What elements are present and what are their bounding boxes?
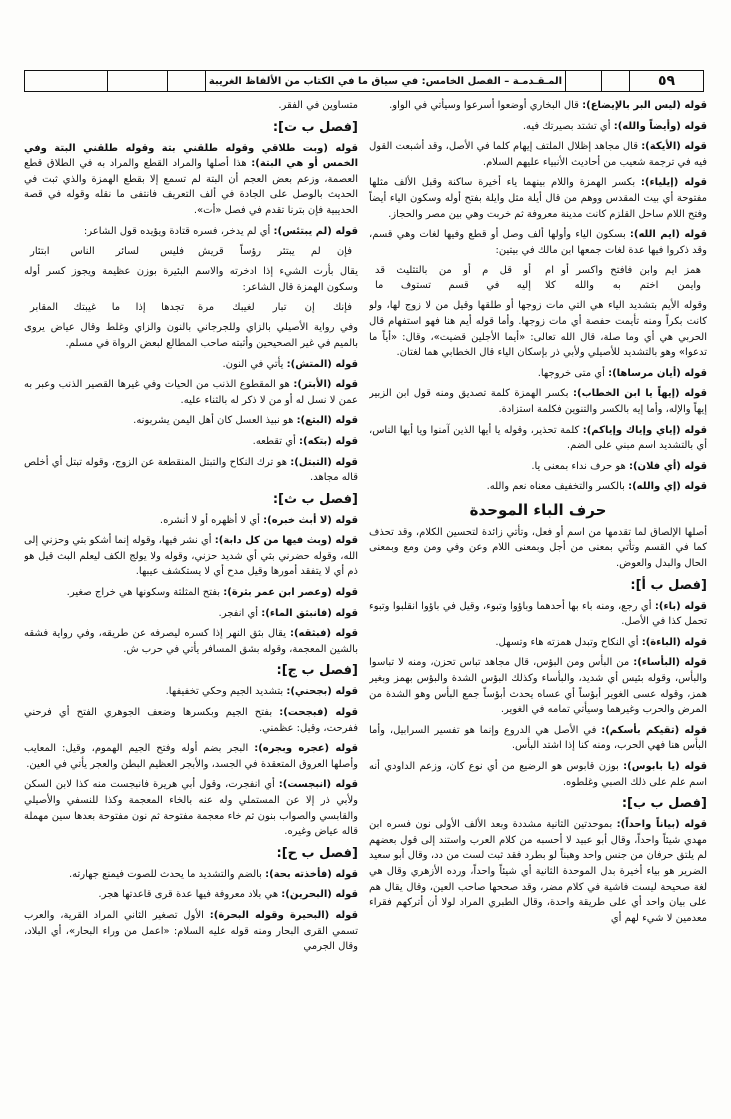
page-number: ٥٩ xyxy=(629,71,703,91)
headword: قوله (البحيرة وقوله البحرة): xyxy=(209,909,358,921)
entry-text: بموحدتين الثانية مشددة وبعد الألف الأولى نون فسره ابن مهدي شيئاً واحداً، وقال أبو عبيد لا أحسبه من كلام العرب واستند إلى قول بعضهم لم يلتق حرفان من جنس واحد وهبناً لو بطرد فقد ثبت لست من دد، وقال أبو سعيد الضرير هو بياء أخيرة بدل الموحدة الثانية أي شيئاً واحداً، ورده الأزهري وقال هي لغة صحيحة ليست فاشية في كلام مضر، وقد صححها صاحب العين، وقال يقال هم على بيان واحد أي على طريقة واحدة، وقال الطبري المراد لولا أن أتركهم فقراء معدمين لا شيء لهم أي xyxy=(369,819,707,924)
header-empty-cell xyxy=(25,71,107,91)
entry xyxy=(369,175,707,222)
entry xyxy=(24,741,358,772)
section-heading: [فصل ب ج]: xyxy=(276,663,358,679)
section-heading: [فصل ب ب]: xyxy=(621,796,707,812)
headword: قوله (يا بابوس): xyxy=(623,761,707,772)
verse-hemistich: إليه في قسم تستوف ما xyxy=(375,280,531,292)
headword: قوله (بجحني): xyxy=(286,686,358,698)
headword: قوله (البأساء): xyxy=(633,657,707,669)
headword: قوله (عجره وبجره): xyxy=(254,743,358,755)
poem-verses xyxy=(30,300,352,315)
verse-hemistich: أو قل م أو من بالتثليث قد xyxy=(375,265,531,277)
entry-text: أي انفجرت، وقول أبي هريرة فانبجست منه كذا لابن السكن ولأبي ذر إلا عن المستملي وله عنه بالخاء المعجمة وكذا للنسفي والأصيلي والقابسي والصواب بنون ثم خاء معجمة مفتوحة ثم نون مفتوحة بعدها سين مهملة قاله عياض وغيره. xyxy=(24,779,358,838)
entry xyxy=(369,119,707,135)
headword: قوله (أي فلان): xyxy=(628,460,707,472)
right-column xyxy=(369,98,707,1108)
entry-text: أي نشر فيها، وقوله إنما أشكو بثي وحزني إلى الله، وقوله حضرني بثي أي شديد حزني، وقوله ولا يولج الكف ليعلم البث قيل هو ذم أي لا يتفقد أمورها وقيل مدح أي لا يستكشف عيبها. xyxy=(24,535,358,578)
poem-verses xyxy=(30,244,352,259)
entry xyxy=(369,366,707,382)
headword: قوله (إي والله): xyxy=(628,481,707,493)
verse-hemistich: تجدها إذا ما غيبتك المقابر xyxy=(30,302,184,314)
verse-hemistich: همز ايم وابن فافتح واكسر أو ام xyxy=(545,265,701,277)
entry-text: أي النكاح وتبدل همزته هاء وتسهل. xyxy=(495,636,642,648)
left-column xyxy=(24,98,358,1108)
entry xyxy=(369,723,707,754)
entry xyxy=(369,817,707,926)
entry xyxy=(369,227,707,258)
headword: قوله (لا أبث خبره): xyxy=(263,514,358,526)
entry-text: يأتي في النون. xyxy=(222,358,287,370)
headword: قوله (وبث فيها من كل دابة): xyxy=(214,535,358,547)
headword: قوله (البحرين): xyxy=(281,889,358,901)
headword: قوله (إياي وإياك وإياكم): xyxy=(582,424,707,436)
headword: قوله (فبجحت): xyxy=(279,707,358,719)
headword: قوله (الأبتر): xyxy=(293,379,358,391)
header-empty-cell xyxy=(167,71,205,91)
entry-text: هو نبيذ العسل كان أهل اليمن يشربونه. xyxy=(133,415,297,427)
entry xyxy=(24,626,358,657)
poem-verses xyxy=(375,263,701,293)
section-heading: [فصل ب ث]: xyxy=(272,491,358,507)
section-heading: [فصل ب ح]: xyxy=(276,845,358,861)
entry-text: وفي رواية الأصيلي بالزاي وللجرجاني بالنون والزاي وغلط وقال عياض يروى بالميم في غير الصحيحين وأثبته صاحب المطالع لبعض الرواة في مسلم. xyxy=(24,322,358,349)
headword: قوله (المتش): xyxy=(286,358,358,370)
entry-text: قال البخاري أوضعوا أسرعوا وسيأتي في الواو. xyxy=(389,100,583,111)
entry-text: بفتح الجيم وبكسرها وضعف الجوهري الفتح أي فرحني ففرحت، وقيل: عظمني. xyxy=(24,707,358,734)
entry-text: بكسر الهمزة كلمة تصديق ومنه قول ابن الزبير إيهاً والإله، وأما إيه بالكسر والتنوين فكلمة استزادة. xyxy=(369,388,707,415)
headword: قوله (إيلياء): xyxy=(640,177,707,189)
entry-text: هو ترك النكاح والتبتل المنقطعة عن الزوج، وقوله تبتل أي أخلص قاله مجاهد. xyxy=(24,456,358,484)
headword: قوله (ليس البر بالإيضاع): xyxy=(582,100,707,111)
entry-text: يقال بأرت الشيء إذا ادخرته والاسم البئيرة بوزن عظيمة ويجوز كسر أوله وسكون الهمزة قال الشاعر: xyxy=(24,266,358,293)
running-header xyxy=(24,70,704,92)
entry xyxy=(24,887,358,903)
header-empty-cell xyxy=(107,71,167,91)
headword: قوله (وبت طلاقي وقوله طلقني بتة وقوله طلقني البتة وفي الخمس أو هي البتة): xyxy=(24,142,358,170)
entry xyxy=(24,98,358,114)
headword: قوله (البتع): xyxy=(296,415,358,427)
headword: قوله (فانبثق الماء): xyxy=(261,607,358,619)
entry xyxy=(24,455,358,486)
headword: قوله (فبثقه): xyxy=(289,628,358,640)
entry xyxy=(24,320,358,351)
entry xyxy=(24,224,358,240)
entry-text: متساوين في الفقر. xyxy=(278,100,358,111)
headword: قوله (انبجست): xyxy=(278,779,358,791)
headword: قوله (بياناً واحداً): xyxy=(616,819,707,831)
entry-text: بوزن قابوس هو الرضيع من أي نوع كان، وزعم الداودي أنه اسم علم على ذلك الصبي وغلطوه. xyxy=(369,761,707,788)
headword: قوله (فأخذته بحة): xyxy=(265,868,358,880)
entry-text: يقال بثق النهر إذا كسره ليصرفه عن طريقه، وفي رواية فشقه بالشين المعجمة، وقوله بشق المسافر يأتي في حرب ش. xyxy=(24,628,358,655)
entry-text: في الأصل هي الدروع وإنما هو تفسير السرابيل، وأما البأس هنا فهي الحرب، ومنه كنا إذا اشتد البأس. xyxy=(369,724,707,752)
entry-text: وقوله الأيم بتشديد الياء هي التي مات زوجها أو طلقها وقيل من لا زوج لها، ولو كانت بكراً ومنه تأيمت حفصة أي مات زوجها. وأما قوله أيم هنا فهو استفهام قال الحربي هي أي وما صلة، قال الله تعالى: «أيما الأجلين قضيت»، وقال: «أياً ما تدعوا» وهو بالتشديد للأصيلي ولأبي ذر بإسكان الياء قال الخطابي هما لغتان. xyxy=(369,300,707,359)
entry xyxy=(24,777,358,839)
entry-text: هي بلاد معروفة فيها عدة قرى قاعدتها هجر. xyxy=(98,889,282,901)
entry xyxy=(24,705,358,736)
entry-text: هو المقطوع الذنب من الحيات وفي غيرها القصير الذنب وعبر به عمن لا نسل له أو من لا ذكر له بالثناء عليه. xyxy=(24,379,358,406)
entry xyxy=(24,606,358,622)
entry-text: أصلها الإلصاق لما تقدمها من اسم أو فعل، وتأتي زائدة لتحسين الكلام، وقد تحذف كما في القسم وتأتي بمعنى من أجل وبمعنى اللام وعن وفي ومن ومع وبمعنى الحال والبدل والعوض. xyxy=(369,526,707,570)
entry xyxy=(24,141,358,219)
headword: قوله (لم يبتئس): xyxy=(273,225,358,237)
section-heading: [فصل ب أ]: xyxy=(630,577,707,593)
verse-hemistich: فإن لم يبتئر رؤساً قريش xyxy=(198,246,352,258)
verse-hemistich: فإنك إن تبار لغيبك مرة xyxy=(198,302,352,314)
entry xyxy=(369,759,707,790)
entry xyxy=(24,867,358,883)
entry-text: أي تشتد بصيرتك فيه. xyxy=(522,120,614,132)
entry xyxy=(24,434,358,450)
entry xyxy=(369,599,707,630)
entry-text: أي لا أظهره أو لا أنشره. xyxy=(159,514,264,526)
entry xyxy=(24,908,358,955)
entry xyxy=(369,423,707,454)
entry xyxy=(24,264,358,295)
entry xyxy=(24,377,358,408)
headword: قوله (الباءة): xyxy=(641,636,707,648)
entry xyxy=(24,585,358,601)
entry-text: بالكسر والتخفيف معناه نعم والله. xyxy=(486,481,629,493)
entry-text: هو حرف نداء بمعنى يا. xyxy=(531,460,629,472)
entry xyxy=(369,635,707,651)
headword: قوله (بتكه): xyxy=(299,435,358,447)
entry-text: أي رجع، ومنه باء بها أحدهما وباؤوا وتبوء، وقيل في باؤوا انقلبوا وتبوء تحمل كذا في الأصل. xyxy=(369,600,707,628)
headword: قوله (أيان مرساها): xyxy=(608,367,707,379)
entry xyxy=(24,684,358,700)
headword: قوله (ايم الله): xyxy=(629,229,707,241)
entry xyxy=(369,655,707,717)
entry xyxy=(369,386,707,417)
entry-text: البجر بضم أوله وفتح الجيم الهموم، وقيل: المعايب وأصلها العروق المتعقدة في الجسد، والأبجر العظيم البطن والعجر يأتي في العين. xyxy=(24,743,358,770)
entry xyxy=(369,525,707,572)
entry-text: بفتح المثلثة وسكونها هي خراج صغير. xyxy=(66,587,224,599)
headword: قوله (الأيكة): xyxy=(641,141,707,153)
section-heading: [فصل ب ت]: xyxy=(272,119,358,135)
headword: قوله (باء): xyxy=(654,600,707,612)
entry xyxy=(369,479,707,495)
entry-text: من البأس ومن البؤس، قال مجاهد تباس تحزن، ومنه لا تباسوا والبأس، وقوله بئيس أي شديد، والبأساء وكذلك البؤس الشدة والبؤس بهمز وبغير همز، وقوله عسى الغوير أبؤساً أي عساه يحدث أبؤساً جمع البأس وهو الشدة من المرض والحرب وغيرهما وسيأتي تمامه في الغوير. xyxy=(369,657,707,716)
entry xyxy=(369,298,707,360)
headword: قوله (التبتل): xyxy=(290,456,358,468)
entry xyxy=(369,459,707,475)
verse-hemistich: فليس لسائر الناس ابتئار xyxy=(30,246,184,258)
chapter-heading: حرف الباء الموحدة xyxy=(469,500,607,519)
entry-text: الأول تصغير الثاني المراد القرية، والعرب تسمي القرى البحار ومنه قوله عليه السلام: «اعمل من وراء البحار»، أي البلاد، وقال الجرمي xyxy=(24,909,358,953)
headword: قوله (وأيضاً والله): xyxy=(613,120,707,132)
entry-text: أي تقطعه. xyxy=(252,435,300,447)
entry-text: بتشديد الجيم وحكي تخفيفها. xyxy=(165,686,287,698)
header-empty-cell xyxy=(565,71,601,91)
entry xyxy=(24,413,358,429)
entry-text: كلمة تحذير، وقوله يا أيها الذين آمنوا ويا أيها الناس، أي بالتشديد اسم مبني على الضم. xyxy=(369,424,707,452)
header-empty-cell xyxy=(601,71,629,91)
headword: قوله (وعصر ابن عمر بثرة): xyxy=(223,587,358,599)
running-title: المـقـدمـة – الفصل الخامس: في سياق ما في الكتاب من الألفاظ الغريبة xyxy=(205,71,565,91)
entry-text: بسكون الياء وأولها ألف وصل أو قطع وفيها لغات وهي قسم، وقد ذكروا فيها عدة لغات جمعها ابن مالك في بيتين: xyxy=(369,229,707,256)
headword: قوله (إيهاً يا ابن الخطاب): xyxy=(573,388,707,400)
entry-text: بكسر الهمزة واللام بينهما ياء أخيرة ساكنة وقبل الألف مثلها مفتوحة أي بيت المقدس ووهم من قال أيلة مثل وايلة بفتح أوله وسكون الياء أيضاً وفتح اللام ساحل القلزم كانت مدينة معروفة ثم خربت وهي بين مصر والحجاز. xyxy=(369,177,707,220)
entry-text: قال مجاهد إظلال الملتف إيهام كلما في الأصل، وقد أشبعت القول فيه في ترجمة شعيب من أحاديث الأنبياء عليهم السلام. xyxy=(369,141,707,168)
entry xyxy=(24,357,358,373)
entry xyxy=(369,139,707,170)
entry-text: بالضم والتشديد ما يحدث للصوت فيمنع جهارته. xyxy=(68,868,266,880)
entry xyxy=(369,98,707,114)
entry-text: أي انفجر. xyxy=(218,607,262,619)
entry xyxy=(24,513,358,529)
verse-hemistich: وايمن اختم به والله كلا xyxy=(545,280,701,292)
entry-text: أي لم يدخر، فسره قتادة ويؤيده قول الشاعر: xyxy=(83,225,274,237)
entry-text: أي متى خروجها. xyxy=(537,367,609,379)
headword: قوله (تقيكم بأسكم): xyxy=(601,724,707,736)
entry-text: هذا أصلها والمراد القطع والمراد به في الطلاق قطع العصمة، وزعم بعض العجم أن البتة لم تسمع إلا بقطع الهمزة والذي ثبت في الحديث بالوصل على الجادة في ألف التعريف فانتفى ما نقله وقوله في قصة الحديبية فإن بترنا تقدم في فصل «أت». xyxy=(24,158,358,216)
entry xyxy=(24,533,358,580)
